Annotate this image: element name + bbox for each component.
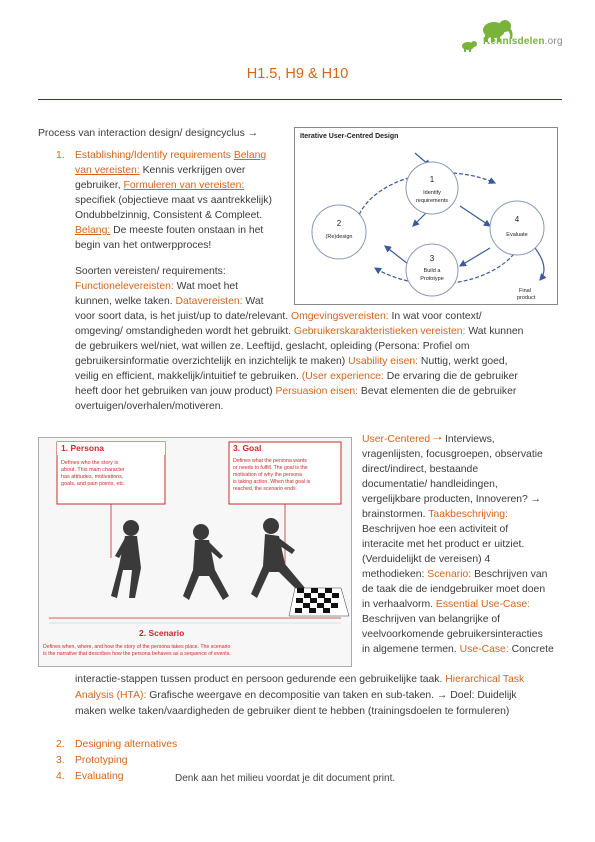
list-item-prototyping: Prototyping xyxy=(75,755,128,766)
uc-line15 xyxy=(362,642,554,657)
node-evaluate xyxy=(490,201,544,255)
iterative-design-diagram xyxy=(294,127,558,305)
arrow-right-icon: → xyxy=(530,494,542,505)
node-number: 1 xyxy=(429,175,435,184)
uc-l15c: Concrete xyxy=(508,644,554,655)
persona-title: 1. Persona xyxy=(61,443,104,453)
uc-line11: de taak die de iendgebruiker moet doen xyxy=(362,584,546,595)
item1-line2 xyxy=(75,163,245,178)
list-number-3: 3. xyxy=(56,755,65,766)
reqs-l7a: gebruikersinformatie overzichtelijk en inzichtelijk te maken) xyxy=(75,356,349,367)
uc-line7: Beschrijven hoe een activiteit of xyxy=(362,524,509,535)
uc-line3: direct/indirect, bestaande xyxy=(362,464,479,475)
intro-text: Process van interaction design/ designcyclus → xyxy=(38,128,259,139)
item1-l6b: De meeste fouten onstaan in het xyxy=(110,225,264,236)
final-arrow xyxy=(535,248,544,280)
uc-l12a: in verhaalvorm. xyxy=(362,599,436,610)
item1-l3b: Formuleren van vereisten: xyxy=(123,180,245,191)
goal-title: 3. Goal xyxy=(233,443,262,453)
uc-l17a: Analysis (HTA): xyxy=(75,690,147,701)
item1-l2b: Kennis verkrijgen over xyxy=(139,165,246,176)
uc-l5: vergelijkbare producten, Innoveren? xyxy=(362,494,531,505)
item1-l2a: van vereisten: xyxy=(75,165,140,176)
goal-box xyxy=(229,442,341,504)
uc-l6: brainstormen. xyxy=(362,509,429,520)
uc-line6 xyxy=(362,507,508,522)
reqs-l3b: Datavereisten: xyxy=(175,296,243,307)
node-number: 2 xyxy=(336,219,342,228)
item1-line6 xyxy=(75,223,263,238)
uc-l10c: Beschrijven van xyxy=(471,569,548,580)
item1-line3 xyxy=(75,178,244,193)
node-label: (Re)design xyxy=(325,234,353,240)
uc-l6b: Taakbeschrijving: xyxy=(428,509,508,520)
reqs-l5a: omgeving/ omstandigheden wordt het gebruikt. xyxy=(75,326,294,337)
logo-tld: .org xyxy=(544,36,563,47)
uc-l16b: Hierarchical Task xyxy=(445,674,525,685)
scenario-text: Defines when, where, and how the story of the persona takes place. The scenario xyxy=(43,644,231,650)
node-number: 4 xyxy=(514,215,520,224)
reqs-line3 xyxy=(75,294,264,309)
list-number-2: 2. xyxy=(56,739,65,750)
uc-l16a: interactie-stappen tussen product en persoon gedurende een gebruikelijke taak. xyxy=(75,674,446,685)
reqs-l9c: Bevat elementen die de gebruiker xyxy=(358,386,517,397)
reqs-l8c: De ervaring die de gebruiker xyxy=(383,371,518,382)
item1-l6a: Belang: xyxy=(75,225,111,236)
reqs-l9b: Persuasion eisen: xyxy=(275,386,359,397)
uc-line2: vragenlijsten, focusgroepen, observatie xyxy=(362,449,543,460)
list-item-designing-alternatives: Designing alternatives xyxy=(75,739,178,750)
diagram-title: Iterative User-Centred Design xyxy=(300,133,399,140)
reqs-line7 xyxy=(75,354,508,369)
uc-line12 xyxy=(362,597,530,612)
reqs-line6: de gebruikers wel/niet, wat willen ze. Leeftijd, geslacht, opleiding (Persona: Profiel om xyxy=(75,341,470,352)
uc-line14: veelvoorkomende gebruikersinteracties xyxy=(362,629,543,640)
node-identify xyxy=(406,162,458,214)
reqs-l5b: Gebruikerskarakteristieken vereisten: xyxy=(293,326,466,337)
uc-line1 xyxy=(362,432,495,447)
arrow-right-icon: → xyxy=(436,690,448,701)
reqs-line5 xyxy=(75,324,523,339)
uc-l1a: User-Centered xyxy=(362,434,434,445)
list-item-evaluating: Evaluating xyxy=(75,771,124,782)
item1-line7: begin van het ontwerpproces! xyxy=(75,240,212,251)
uc-l10b: Scenario: xyxy=(427,569,472,580)
reqs-line4 xyxy=(75,309,482,324)
persona-scenario-goal-image xyxy=(38,437,352,667)
persona-box xyxy=(57,442,165,504)
node-label: Evaluate xyxy=(506,232,528,238)
item1-line1 xyxy=(75,148,266,163)
goal-text: Defines what the persona wants xyxy=(233,458,307,464)
goal-text: reached, the scenario ends. xyxy=(233,486,298,492)
title-divider xyxy=(38,99,562,100)
reqs-l2b: Wat moet het xyxy=(173,281,239,292)
reqs-l7c: Nuttig, werkt goed, xyxy=(418,356,508,367)
persona-text: has attitudes, motivations, xyxy=(61,474,124,480)
uc-line18: maken welke taken/vaardigheden de gebruiker dient te hebben (trainingsdoelen te formuleren) xyxy=(75,706,510,717)
uc-line8: interacite met het product er uitziet. xyxy=(362,539,525,550)
uc-line13: Beschrijven van belangrijke of xyxy=(362,614,501,625)
list-number-1: 1. xyxy=(56,150,65,161)
finish-line-icon xyxy=(289,588,349,616)
item1-heading: Establishing/Identify requirements xyxy=(75,150,231,161)
flow-arrow xyxy=(460,248,490,266)
uc-line16 xyxy=(75,672,524,687)
node-label: Build a xyxy=(423,268,441,274)
node-redesign xyxy=(312,205,366,259)
uc-line10 xyxy=(362,567,547,582)
item1-l3a: gebruiker, xyxy=(75,180,124,191)
uc-line5 xyxy=(362,492,541,507)
reqs-line9 xyxy=(75,384,516,399)
reqs-line2 xyxy=(75,279,238,294)
uc-l10a: methodieken: xyxy=(362,569,428,580)
uc-line17 xyxy=(75,688,517,703)
page-title: H1.5, H9 & H10 xyxy=(246,66,349,82)
reqs-l5c: Wat kunnen xyxy=(465,326,524,337)
flow-arrow xyxy=(460,206,490,226)
node-number: 3 xyxy=(429,254,435,263)
uc-l17b: Grafische weergave en decompositie van taken en sub-taken. xyxy=(146,690,437,701)
reqs-l7b: Usability eisen: xyxy=(348,356,419,367)
reqs-l3c: Wat xyxy=(242,296,264,307)
scenario-text: is the narrative that describes how the persona behaves as a sequence of events. xyxy=(43,651,231,657)
uc-l17c: Doel: Duidelijk xyxy=(447,690,517,701)
uc-l15b: Use-Case: xyxy=(459,644,509,655)
item1-line4: specifiek (objectieve maat vs aantrekkelijk) xyxy=(75,195,272,206)
reqs-line10: overtuigen/overhalen/motiveren. xyxy=(75,401,224,412)
item1-line5: Ondubbelzinnig, Consistent & Compleet. xyxy=(75,210,263,221)
reqs-l4c: In wat voor context/ xyxy=(388,311,482,322)
uc-l12b: Essential Use-Case: xyxy=(435,599,531,610)
logo-name: Kennisdelen xyxy=(483,36,545,47)
uc-l1b: Interviews, xyxy=(442,434,495,445)
node-label: requirements xyxy=(415,198,449,204)
reqs-l9a: heeft door het gebruiken van jouw product) xyxy=(75,386,276,397)
scenario-title: 2. Scenario xyxy=(139,628,185,638)
item1-belang: Belang xyxy=(233,150,267,161)
footer-note: Denk aan het milieu voordat je dit document print. xyxy=(175,773,396,784)
uc-line4: documentatie/ handleidingen, xyxy=(362,479,498,490)
goal-text: motivation of why the persona xyxy=(233,472,302,478)
persona-text: Defines who the story is xyxy=(61,460,119,466)
persona-text: about. This main character xyxy=(61,467,125,473)
reqs-l8b: (User experience: xyxy=(301,371,384,382)
final-product-label: Final xyxy=(519,288,531,294)
uc-line9: (Verduidelijkt de vereisen) 4 xyxy=(362,554,491,565)
list-number-4: 4. xyxy=(56,771,65,782)
reqs-l4a: voor soort data, is het juist/up to date/relevant. xyxy=(75,311,292,322)
reqs-line8 xyxy=(75,369,518,384)
final-product-label: product xyxy=(517,295,536,301)
uc-l15a: in algemene termen. xyxy=(362,644,460,655)
goal-text: or needs to fulfill. The goal is the xyxy=(233,465,308,471)
node-label: Identify xyxy=(423,190,441,196)
goal-text: is taking action. When that goal is xyxy=(233,479,311,485)
reqs-l8a: veilig en efficient, makkelijk/intuitief te gebruiken. xyxy=(75,371,302,382)
reqs-l3a: kunnen, welke taken. xyxy=(75,296,176,307)
reqs-l2a: Functionelevereisten: xyxy=(75,281,174,292)
arrow-right-icon: 🠒 xyxy=(433,434,443,445)
reqs-line1: Soorten vereisten/ requirements: xyxy=(75,266,226,277)
node-prototype xyxy=(406,244,458,296)
node-label: Prototype xyxy=(420,276,444,282)
persona-text: goals, and pain points, etc. xyxy=(61,481,126,487)
reqs-l4b: Omgevingsvereisten: xyxy=(291,311,389,322)
logo-wordmark xyxy=(483,36,563,47)
